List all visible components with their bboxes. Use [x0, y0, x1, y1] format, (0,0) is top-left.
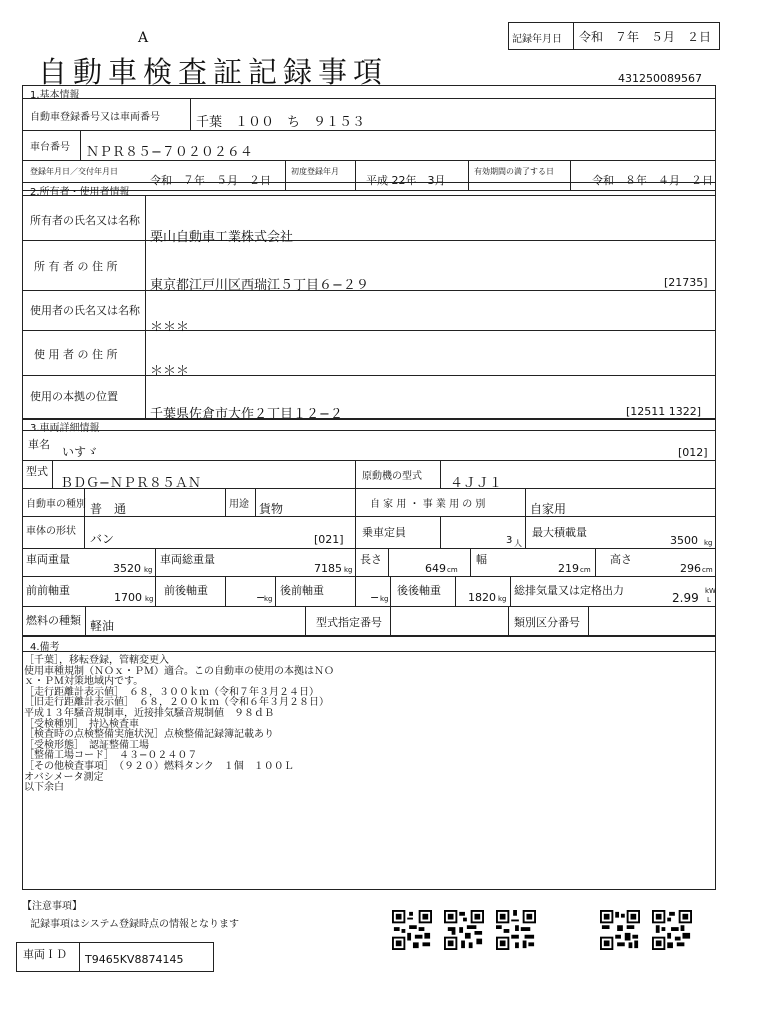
capacity-label: 乗車定員	[362, 526, 406, 539]
body-shape-code: [021]	[314, 533, 344, 546]
qr-code-icon	[600, 910, 640, 950]
height-value: 296	[680, 562, 701, 575]
vehicle-name-label: 車名	[28, 438, 50, 451]
remarks-line: 以下余白	[24, 782, 64, 794]
weight-label: 車両重量	[26, 553, 70, 566]
rear-front-axle-unit: kg	[380, 595, 389, 603]
front-rear-axle-unit: kg	[264, 595, 273, 603]
front-front-axle-value: 1700	[114, 591, 142, 604]
owner-address-value: 東京都江戸川区西瑞江５丁目６−２９	[150, 278, 369, 293]
usage-value: 貨物	[259, 502, 284, 516]
front-front-axle-unit: kg	[145, 595, 154, 603]
width-label: 幅	[476, 553, 487, 566]
class-number-label: 類別区分番号	[514, 616, 580, 629]
displacement-unit-kw: kW	[705, 587, 716, 595]
max-load-label: 最大積載量	[532, 526, 587, 539]
width-value: 219	[558, 562, 579, 575]
front-front-axle-label: 前前軸重	[26, 584, 70, 597]
front-rear-axle-value: −	[256, 591, 266, 604]
private-business-value: 自家用	[530, 502, 567, 516]
remarks-line: ｘ・ＰＭ対策地域内です。	[24, 676, 144, 688]
user-name-value: ＊＊＊	[150, 320, 190, 335]
notes-text: 記録事項はシステム登録時点の情報となります	[30, 919, 239, 930]
private-business-label: 自 家 用 ・ 事 業 用 の 別	[370, 499, 486, 510]
basic-section-title: 1.基本情報	[30, 90, 80, 101]
kind-label: 自動車の種別	[26, 499, 86, 510]
vehicle-section-title: 3.車両詳細情報	[30, 423, 100, 434]
model-label: 型式	[26, 465, 48, 478]
capacity-value: 3	[506, 535, 513, 546]
weight-unit: kg	[144, 566, 153, 574]
reg-number-label: 自動車登録番号又は車両番号	[30, 112, 160, 123]
vehicle-name-value: いすゞ	[62, 445, 99, 459]
rear-rear-axle-label: 後後軸重	[397, 584, 441, 597]
fuel-value: 軽油	[90, 619, 115, 633]
capacity-unit: 人	[514, 539, 522, 548]
remarks-text	[24, 656, 334, 794]
remarks-line: ［走行距離計表示値］ ６８，３００ｋｍ（令和７年３月２４日）	[24, 686, 319, 698]
max-load-value: 3500	[670, 534, 698, 547]
remarks-line: オバシメータ測定	[24, 771, 104, 783]
record-date-box	[508, 22, 720, 50]
engine-label: 原動機の型式	[362, 471, 422, 482]
user-address-label: 使 用 者 の 住 所	[34, 348, 118, 361]
displacement-value: 2.99	[672, 591, 699, 605]
owner-address-label: 所 有 者 の 住 所	[34, 260, 118, 273]
length-value: 649	[425, 562, 446, 575]
remarks-line: ［受検形態］ 認証整備工場	[24, 739, 149, 751]
owner-address-code: [21735]	[664, 276, 708, 289]
user-address-value: ＊＊＊	[150, 364, 190, 379]
qr-code-icon	[652, 910, 692, 950]
qr-code-icon	[496, 910, 536, 950]
max-load-unit: kg	[704, 539, 713, 547]
remarks-line: ［整備工場コード］ ４３−０２４０７	[24, 750, 198, 762]
rear-rear-axle-unit: kg	[498, 595, 507, 603]
remarks-line: ［受検種別］ 持込検査車	[24, 718, 139, 730]
record-date-value: 令和 ７年 ５月 ２日	[579, 30, 712, 44]
remarks-line: ［その他検査事項］ （９２０）燃料タンク １個 １００Ｌ	[24, 760, 294, 772]
base-location-value: 千葉県佐倉市大作２丁目１２−２	[150, 407, 343, 422]
vehicle-id-box	[16, 942, 214, 972]
gross-weight-value: 7185	[314, 562, 342, 575]
record-date-label: 記録年月日	[512, 34, 562, 45]
issue-date-value: 令和 ７年 ５月 ２日	[150, 174, 271, 187]
displacement-label: 総排気量又は定格出力	[514, 584, 624, 597]
fuel-label: 燃料の種類	[26, 614, 81, 627]
first-reg-value: 平成 22年 3月	[366, 174, 446, 187]
owner-name-label: 所有者の氏名又は名称	[30, 214, 140, 227]
expiry-label: 有効期間の満了する日	[474, 167, 554, 176]
remarks-line: ［検査時の点検整備実施状況］点検整備記録簿記載あり	[24, 729, 274, 741]
reg-number-value: 千葉 １００ ち ９１５３	[196, 115, 366, 130]
body-shape-label: 車体の形状	[26, 526, 76, 537]
remarks-section-title: 4.備考	[30, 642, 60, 653]
page-title: 自動車検査証記録事項	[38, 55, 389, 89]
first-reg-label: 初度登録年月	[291, 167, 339, 176]
qr-code-icon	[444, 910, 484, 950]
weight-value: 3520	[113, 562, 141, 575]
vehicle-id-value: T9465KV8874145	[85, 953, 184, 966]
vehicle-id-label: 車両ＩＤ	[23, 948, 67, 961]
height-label: 高さ	[610, 553, 632, 566]
owner-name-value: 栗山自動車工業株式会社	[150, 230, 294, 245]
usage-label: 用途	[229, 499, 249, 510]
corner-mark: A	[138, 30, 149, 46]
rear-front-axle-value: −	[370, 591, 380, 604]
height-unit: cm	[702, 566, 713, 574]
length-unit: cm	[447, 566, 458, 574]
notes-heading: 【注意事項】	[22, 901, 82, 912]
vehicle-name-code: [012]	[678, 446, 708, 459]
expiry-value: 令和 ８年 ４月 ２日	[592, 174, 713, 187]
displacement-unit-l: L	[707, 596, 711, 604]
remarks-line: ［旧走行距離計表示値］ ６８，２００ｋｍ（令和６年３月２８日）	[24, 697, 329, 709]
body-shape-value: バン	[90, 532, 115, 546]
remarks-line: 平成１３年騒音規制車，近接排気騒音規制値 ９８ｄＢ	[24, 707, 274, 719]
type-designation-label: 型式指定番号	[316, 616, 382, 629]
user-name-label: 使用者の氏名又は名称	[30, 304, 140, 317]
model-value: ＢＤＧ−ＮＰＲ８５ＡＮ	[60, 476, 201, 491]
issue-date-label: 登録年月日／交付年月日	[30, 167, 118, 176]
base-location-code: [12511 1322]	[626, 405, 702, 418]
owner-section-title: 2.所有者・使用者情報	[30, 187, 130, 198]
remarks-line: ［千葉］，移転登録，管轄変更入	[24, 655, 169, 666]
engine-value: ４ＪＪ１	[450, 476, 503, 491]
base-location-label: 使用の本拠の位置	[30, 390, 118, 403]
qr-code-icon	[392, 910, 432, 950]
kind-value: 普 通	[90, 502, 127, 516]
doc-number: 431250089567	[618, 72, 702, 85]
width-unit: cm	[580, 566, 591, 574]
remarks-line: 使用車種規制（ＮＯｘ・ＰＭ）適合。この自動車の使用の本拠はＮＯ	[24, 665, 334, 677]
gross-weight-unit: kg	[344, 566, 353, 574]
rear-rear-axle-value: 1820	[468, 591, 496, 604]
rear-front-axle-label: 後前軸重	[280, 584, 324, 597]
gross-weight-label: 車両総重量	[160, 553, 215, 566]
chassis-value: ＮＰＲ８５−７０２０２６４	[86, 145, 253, 160]
front-rear-axle-label: 前後軸重	[164, 584, 208, 597]
chassis-label: 車台番号	[30, 142, 70, 153]
length-label: 長さ	[360, 553, 382, 566]
